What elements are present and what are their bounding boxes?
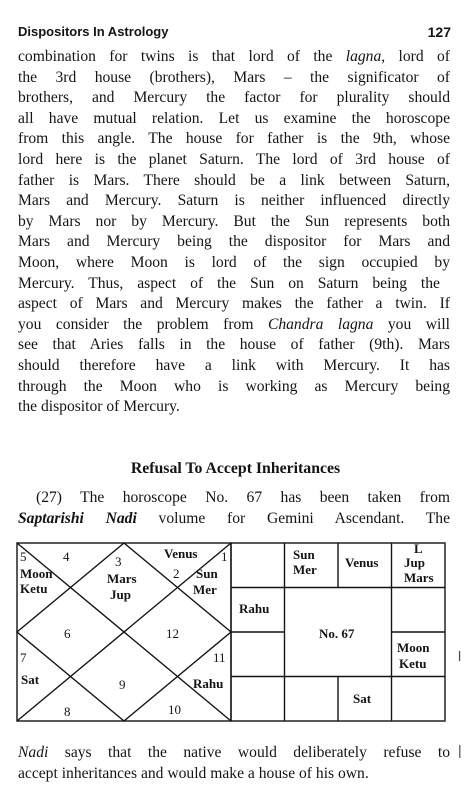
house-number-4: 4	[63, 549, 70, 564]
house-number-1: 1	[221, 549, 228, 564]
text-line: through the Moon who is working as Mercury being	[18, 377, 450, 395]
text-line: see that Aries falls in the house of father (9th). Mars	[18, 336, 450, 354]
planet-label: Sat	[21, 672, 40, 687]
text-line: from this angle. The house for father is the 9th, whose	[18, 130, 450, 148]
planet-label: Sun	[196, 566, 218, 581]
text-line: (27) The horoscope No. 67 has been taken from	[36, 489, 450, 506]
conclusion-paragraph	[18, 742, 450, 784]
text-line: you consider the problem from Chandra lagna you will	[18, 315, 450, 333]
text-line: accept inheritances and would make a house of his own.	[18, 765, 369, 782]
planet-label: Venus	[164, 546, 198, 561]
text-line: lord here is the planet Saturn. The lord of 3rd house of	[18, 150, 450, 168]
section-heading: Refusal To Accept Inheritances	[130, 460, 341, 477]
house-number-7: 7	[20, 650, 27, 665]
text-line: all have mutual relation. Let us examine the horoscope	[18, 109, 450, 127]
page-number: 127	[427, 24, 451, 40]
text-line: Mars and Mercury being the dispositor for Mars and	[18, 233, 450, 251]
header-title: Dispositors In Astrology	[18, 24, 169, 39]
house-number-12: 12	[166, 626, 179, 641]
planet-label: Jup	[110, 587, 131, 602]
planet-label: Ketu	[20, 581, 48, 596]
house-number-3: 3	[115, 554, 122, 569]
margin-mark: l	[458, 648, 462, 664]
text-line: aspect of Mars and Mercury makes the father a twin. If	[18, 295, 450, 313]
margin-mark: |	[458, 742, 462, 758]
text-line: Mars and Mercury. Saturn is neither influenced directly	[18, 192, 450, 210]
house-number-9: 9	[119, 677, 126, 692]
house-number-11: 11	[213, 650, 226, 665]
south-chart-labels	[239, 541, 434, 706]
text-line: Saptarishi Nadi volume for Gemini Ascendant. The	[18, 510, 450, 527]
house-number-6: 6	[64, 626, 71, 641]
house-number-10: 10	[168, 702, 181, 717]
planet-label: Moon	[397, 640, 430, 655]
planet-label: L	[414, 541, 423, 556]
planet-label: Mer	[293, 562, 317, 577]
text-line: Mercury. Thus, aspect of the Sun on Saturn being the	[18, 274, 440, 292]
planet-label: Mer	[193, 582, 217, 597]
planet-label: Rahu	[193, 676, 224, 691]
planet-label: Mars	[107, 571, 137, 586]
house-number-5: 5	[20, 549, 27, 564]
text-line: Moon, where Moon is lord of the sign occupied by	[18, 253, 450, 271]
planet-label: Mars	[404, 570, 434, 585]
planet-label: Venus	[345, 555, 379, 570]
text-line: Nadi says that the native would deliberately refuse to	[18, 744, 450, 761]
planet-label: Rahu	[239, 601, 270, 616]
house-number-8: 8	[64, 704, 71, 719]
text-line: should therefore have a link with Mercury. It has	[18, 356, 450, 374]
text-line: the dispositor of Mercury.	[18, 398, 180, 416]
house-number-2: 2	[173, 566, 180, 581]
text-line: by Mars nor by Mercury. But the Sun represents both	[18, 212, 450, 230]
text-line: the 3rd house (brothers), Mars – the significator of	[18, 68, 450, 86]
planet-label: Sat	[353, 691, 372, 706]
planet-label: Moon	[20, 566, 53, 581]
text-line: combination for twins is that lord of the lagna, lord of	[18, 48, 450, 65]
planet-label: Jup	[404, 555, 425, 570]
text-line: father is Mars. There should be a link between Saturn,	[18, 171, 450, 189]
planet-label: Ketu	[399, 656, 427, 671]
planet-label: Sun	[293, 547, 315, 562]
chart-center-label: No. 67	[319, 626, 355, 641]
text-line: brothers, and Mercury the factor for plurality should	[18, 89, 450, 107]
